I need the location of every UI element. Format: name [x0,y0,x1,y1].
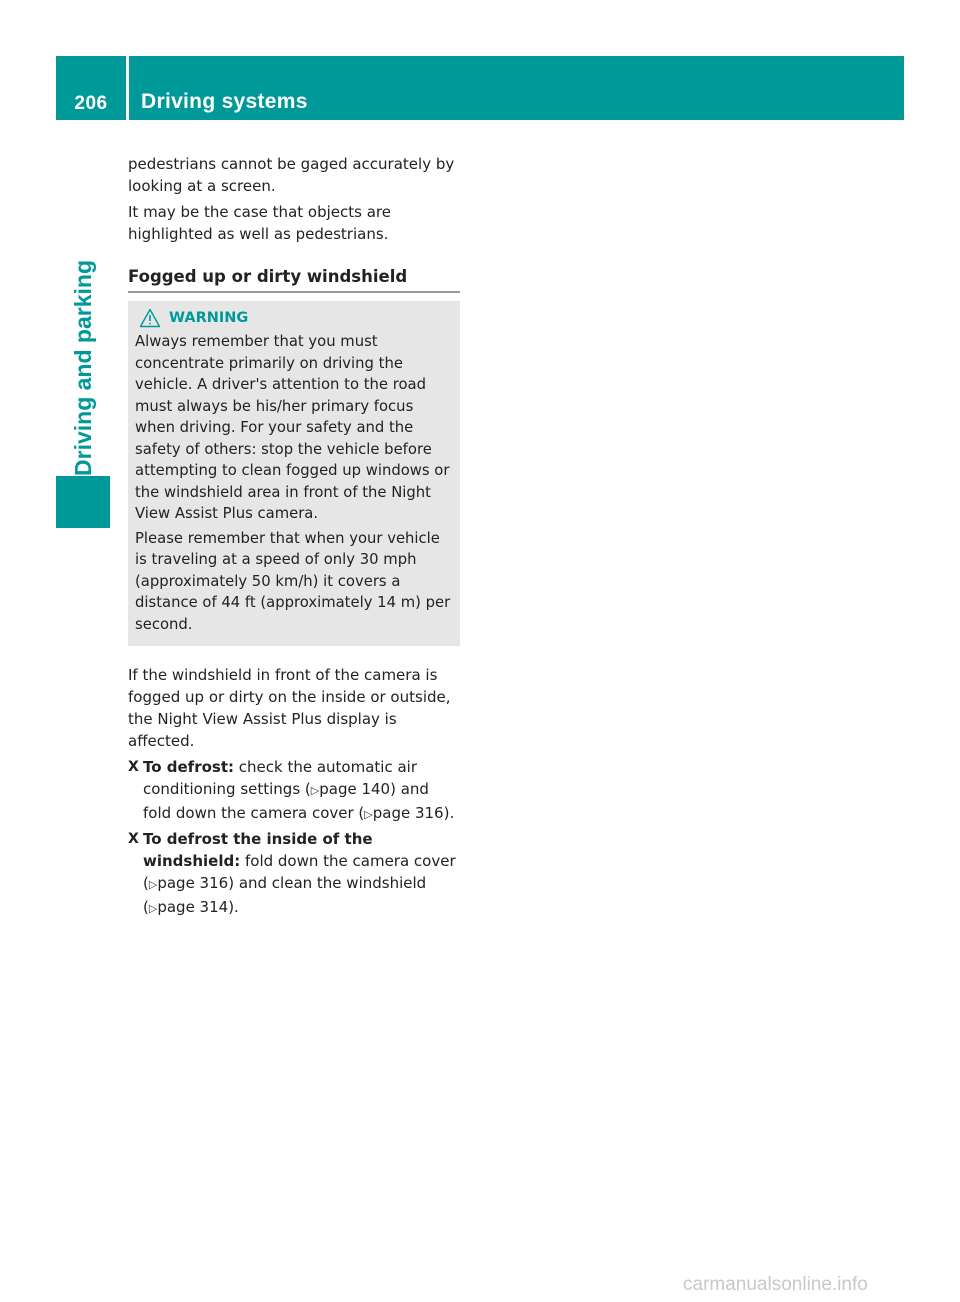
page-ref-icon: ▷ [148,878,158,891]
page-ref-icon: ▷ [148,902,158,915]
section-title: Driving systems [129,56,904,120]
step-marker-icon: X [128,759,139,775]
step-label: To defrost the inside of the windshield: [143,830,373,870]
warning-text: Please remember that when your vehicle is traveling at a speed of only 30 mph (approximately 50 km/h) it covers a distance of 44 ft (approximately 14 m) per second. [135,529,451,633]
page-ref-icon: ▷ [310,784,320,797]
warning-text: Always remember that you must concentrate primarily on driving the vehicle. A driver's attention to the road must always be his/her primary focus when driving. For your safety and the safety of others: stop the vehicle before attempting to clean fogged up windows or the windshield area in front of the Night View Assist Plus camera. [135,333,450,522]
step-text: To defrost the inside of the windshield: fold down the camera cover (▷page 316) and clean the windshield (▷page 314). [143,830,456,916]
step-marker-icon: X [128,831,139,847]
page-number: 206 [56,56,126,120]
step-text: To defrost: check the automatic air conditioning settings (▷page 140) and fold down the camera cover (▷page 316). [143,758,455,822]
side-tab-label: Driving and parking [69,260,96,476]
paragraph: pedestrians cannot be gaged accurately by looking at a screen. [128,155,455,195]
page-ref-link[interactable]: page 316 [157,874,229,892]
step-label: To defrost: [143,758,235,776]
side-tab-marker [56,476,110,528]
paragraph: If the windshield in front of the camera is fogged up or dirty on the inside or outside, the Night View Assist Plus display is affected. [128,666,451,750]
footer-watermark: carmanualsonline.info [683,1274,868,1295]
paragraph: It may be the case that objects are highlighted as well as pedestrians. [128,203,391,243]
instruction-step [128,828,460,920]
section-heading: Fogged up or dirty windshield [128,265,460,293]
page-ref-link[interactable]: page 316 [372,804,444,822]
warning-box [128,301,460,646]
page-ref-link[interactable]: page 140 [319,780,391,798]
warning-title: WARNING [169,310,249,326]
page-ref-icon: ▷ [364,808,373,821]
warning-triangle-icon [139,308,161,328]
side-tab [56,124,110,476]
instruction-step [128,756,460,826]
warning-header [135,305,454,331]
main-column [128,153,460,922]
page-ref-link[interactable]: page 314 [157,898,229,916]
